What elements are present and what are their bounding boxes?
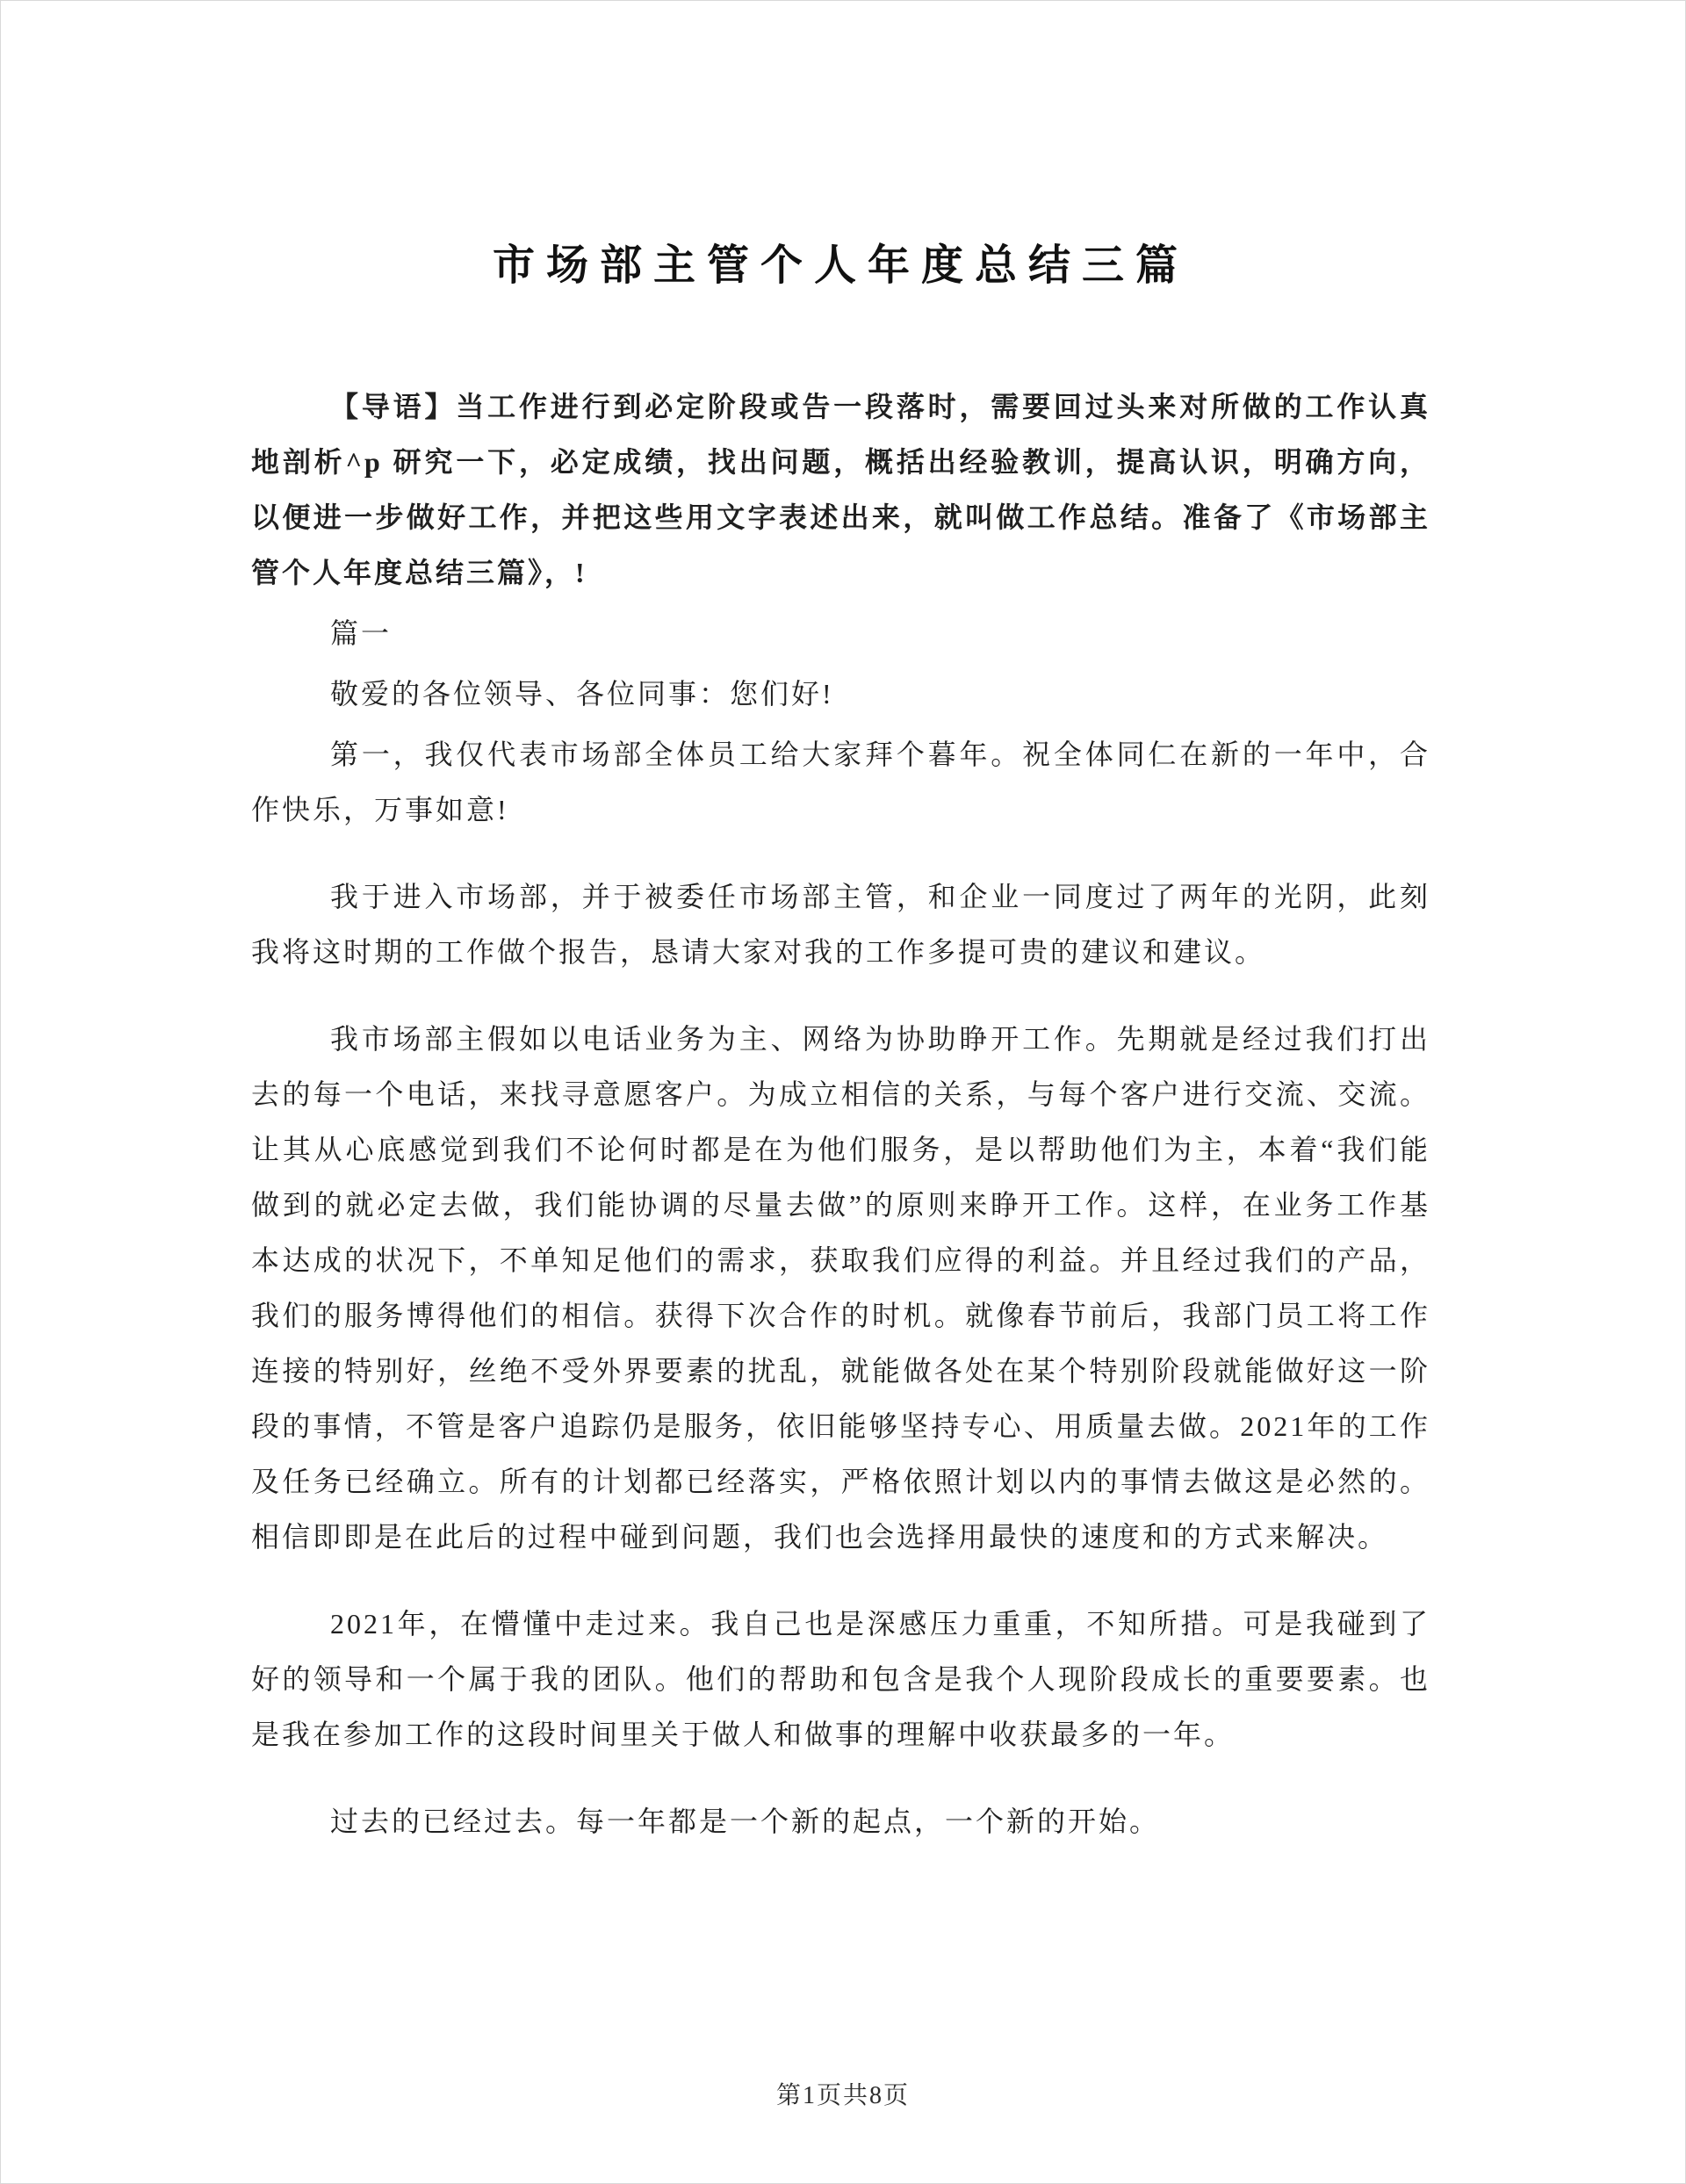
- paragraph-section-label: 篇一: [330, 617, 393, 649]
- paragraph-closing: 过去的已经过去。每一年都是一个新的起点，一个新的开始。: [330, 1806, 1161, 1837]
- paragraph-greeting: 敬爱的各位领导、各位同事：您们好!: [330, 678, 834, 710]
- document-content: [1, 1, 1685, 1849]
- page-footer: [1, 2076, 1685, 2111]
- document-title: 市场部主管个人年度总结三篇: [492, 242, 1189, 289]
- paragraph-year-reflection: 2021年，在懵懂中走过来。我自己也是深感压力重重，不知所措。可是我碰到了好的领导和一个属于我的团队。他们的帮助和包含是我个人现阶段成长的重要要素。也是我在参加工作的这段时间里关于做人和做事的理解中收获最多的一年。: [251, 1608, 1430, 1750]
- paragraph-work-description: 我市场部主假如以电话业务为主、网络为协助睁开工作。先期就是经过我们打出去的每一个电话，来找寻意愿客户。为成立相信的关系，与每个客户进行交流、交流。让其从心底感觉到我们不论何时都是在为他们服务，是以帮助他们为主，本着“我们能做到的就必定去做，我们能协调的尽量去做”的原则来睁开工作。这样，在业务工作基本达成的状况下，不单知足他们的需求，获取我们应得的利益。并且经过我们的产品，我们的服务博得他们的相信。获得下次合作的时机。就像春节前后，我部门员工将工作连接的特别好，丝绝不受外界要素的扰乱，就能做各处在某个特别阶段就能做好这一阶段的事情，不管是客户追踪仍是服务，依旧能够坚持专心、用质量去做。2021年的工作及任务已经确立。所有的计划都已经落实，严格依照计划以内的事情去做这是必然的。相信即即是在此后的过程中碰到问题，我们也会选择用最快的速度和的方式来解决。: [251, 1023, 1430, 1553]
- paragraph-intro: 【导语】当工作进行到必定阶段或告一段落时，需要回过头来对所做的工作认真地剖析^p 研究一下，必定成绩，找出问题，概括出经验教训，提高认识，明确方向，以便进一步做好工作，并把这些用文字表述出来，就叫做工作总结。准备了《市场部主管个人年度总结三篇》，!: [251, 391, 1430, 588]
- page-number: 第1页共8页: [775, 2082, 910, 2109]
- paragraph-new-year-wish: 第一，我仅代表市场部全体员工给大家拜个暮年。祝全体同仁在新的一年中，合作快乐，万事如意!: [251, 739, 1430, 825]
- paragraph-report-opening: 我于进入市场部，并于被委任市场部主管，和企业一同度过了两年的光阴，此刻我将这时期的工作做个报告，恳请大家对我的工作多提可贵的建议和建议。: [251, 881, 1430, 968]
